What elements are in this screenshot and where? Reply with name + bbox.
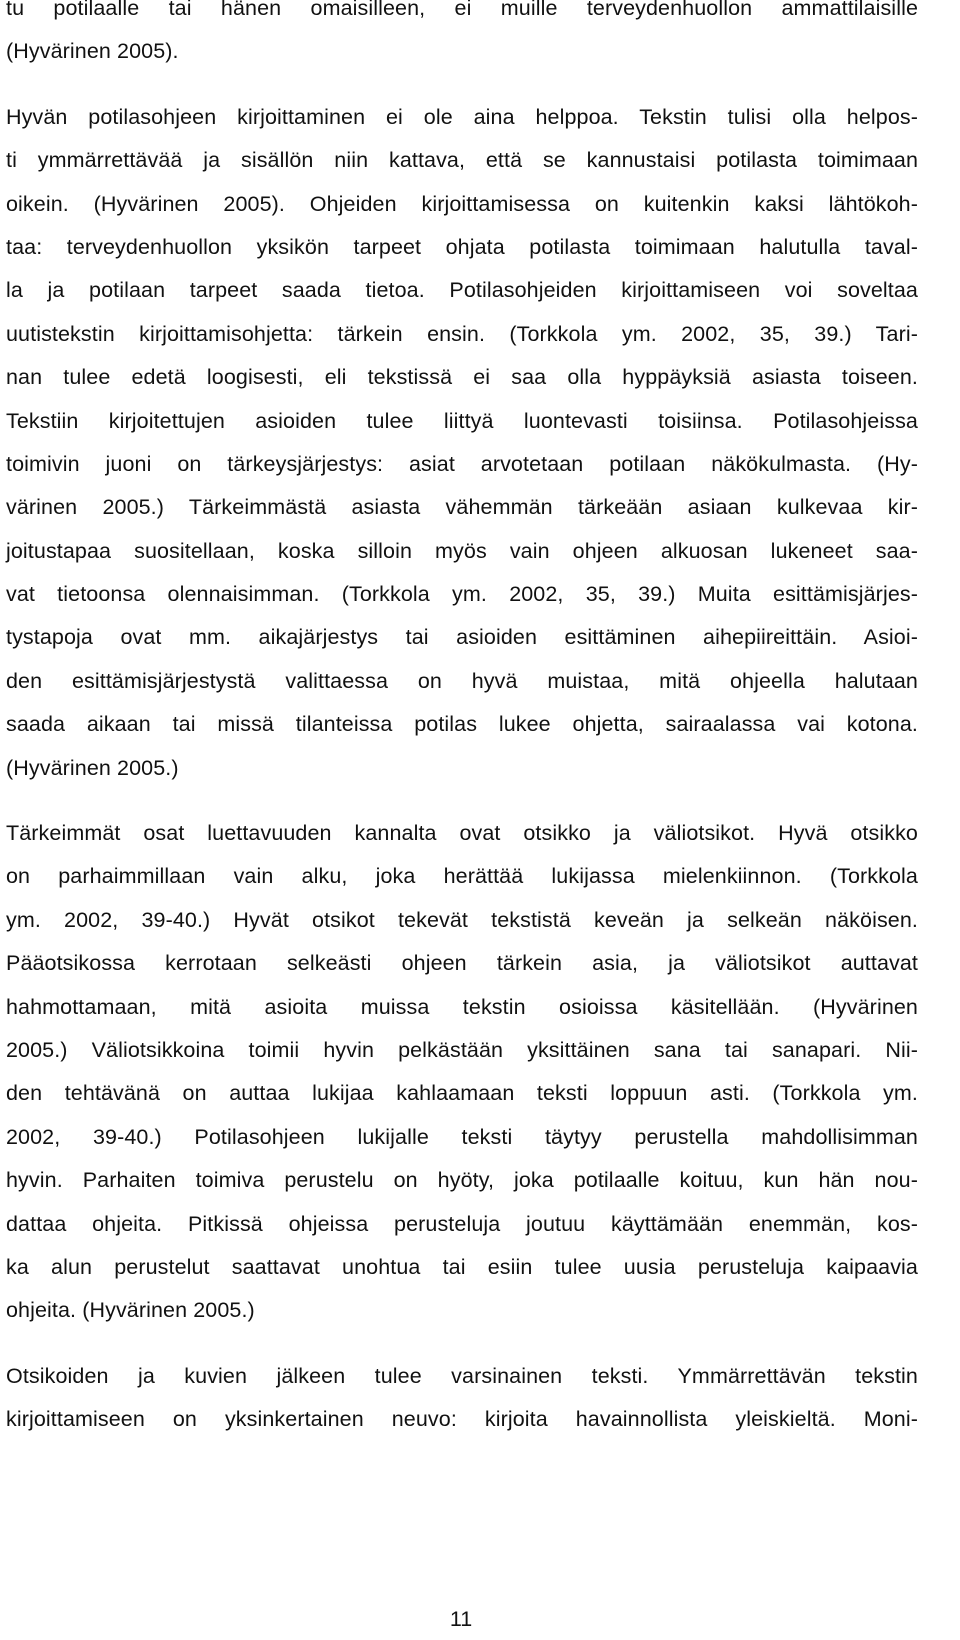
- text-line: toimivin juoni on tärkeysjärjestys: asiat arvotetaan potilaan näkökulmasta. (Hy-: [6, 451, 918, 476]
- document-page: [6, 0, 918, 1442]
- paragraph-2: [6, 96, 918, 790]
- text-line: saada aikaan tai missä tilanteissa potilas lukee ohjetta, sairaalassa vai kotona.: [6, 712, 918, 737]
- text-line: den esittämisjärjestystä valittaessa on hyvä muistaa, mitä ohjeella halutaan: [6, 668, 918, 693]
- text-line: joitustapaa suositellaan, koska silloin myös vain ohjeen alkuosan lukeneet saa-: [6, 538, 918, 563]
- text-line: tystapoja ovat mm. aikajärjestys tai asioiden esittäminen aihepiireittäin. Asioi-: [6, 625, 918, 650]
- text-line: ym. 2002, 39-40.) Hyvät otsikot tekevät tekstistä keveän ja selkeän näköisen.: [6, 907, 918, 932]
- text-line: ka alun perustelut saattavat unohtua tai esiin tulee uusia perusteluja kaipaavia: [6, 1254, 918, 1279]
- text-line: la ja potilaan tarpeet saada tietoa. Potilasohjeiden kirjoittamiseen voi soveltaa: [6, 278, 918, 303]
- text-line: Tärkeimmät osat luettavuuden kannalta ovat otsikko ja väliotsikot. Hyvä otsikko: [6, 821, 918, 846]
- paragraph-1: [6, 0, 918, 74]
- text-line: oikein. (Hyvärinen 2005). Ohjeiden kirjoittamisessa on kuitenkin kaksi lähtökoh-: [6, 191, 918, 216]
- text-line: värinen 2005.) Tärkeimmästä asiasta vähemmän tärkeään asiaan kulkevaa kir-: [6, 495, 918, 520]
- text-line: (Hyvärinen 2005).: [6, 39, 179, 64]
- text-line: kirjoittamiseen on yksinkertainen neuvo: kirjoita havainnollista yleiskieltä. Moni-: [6, 1407, 918, 1432]
- text-line: hyvin. Parhaiten toimiva perustelu on hyöty, joka potilaalle koituu, kun hän nou-: [6, 1168, 918, 1193]
- page-number: 11: [449, 1607, 473, 1631]
- text-line: taa: terveydenhuollon yksikön tarpeet ohjata potilasta toimimaan halutulla taval-: [6, 234, 918, 259]
- text-line: dattaa ohjeita. Pitkissä ohjeissa perusteluja joutuu käyttämään enemmän, kos-: [6, 1211, 918, 1236]
- text-line: hahmottamaan, mitä asioita muissa tekstin osioissa käsitellään. (Hyvärinen: [6, 994, 918, 1019]
- paragraph-gap: [6, 1333, 918, 1355]
- text-line: Otsikoiden ja kuvien jälkeen tulee varsinainen teksti. Ymmärrettävän tekstin: [6, 1363, 918, 1388]
- paragraph-3: [6, 812, 918, 1333]
- paragraph-gap: [6, 790, 918, 812]
- text-line: Pääotsikossa kerrotaan selkeästi ohjeen tärkein asia, ja väliotsikot auttavat: [6, 951, 918, 976]
- text-line: Tekstiin kirjoitettujen asioiden tulee liittyä luontevasti toisiinsa. Potilasohjeissa: [6, 408, 918, 433]
- text-line: uutistekstin kirjoittamisohjetta: tärkein ensin. (Torkkola ym. 2002, 35, 39.) Tari-: [6, 321, 918, 346]
- text-line: vat tietoonsa olennaisimman. (Torkkola ym. 2002, 35, 39.) Muita esittämisjärjes-: [6, 582, 918, 607]
- text-line: den tehtävänä on auttaa lukijaa kahlaamaan teksti loppuun asti. (Torkkola ym.: [6, 1081, 918, 1106]
- text-line: 2005.) Väliotsikkoina toimii hyvin pelkästään yksittäinen sana tai sanapari. Nii-: [6, 1037, 918, 1062]
- text-line: Hyvän potilasohjeen kirjoittaminen ei ole aina helppoa. Tekstin tulisi olla helpos-: [6, 104, 918, 129]
- text-line: 2002, 39-40.) Potilasohjeen lukijalle teksti täytyy perustella mahdollisimman: [6, 1124, 918, 1149]
- paragraph-4: [6, 1355, 918, 1442]
- text-line: on parhaimmillaan vain alku, joka herättää lukijassa mielenkiinnon. (Torkkola: [6, 864, 918, 889]
- text-line: (Hyvärinen 2005.): [6, 755, 179, 780]
- paragraph-gap: [6, 74, 918, 96]
- text-line: ti ymmärrettävää ja sisällön niin kattava, että se kannustaisi potilasta toimimaan: [6, 148, 918, 173]
- text-line: nan tulee edetä loogisesti, eli tekstissä ei saa olla hyppäyksiä asiasta toiseen.: [6, 365, 918, 390]
- text-line: ohjeita. (Hyvärinen 2005.): [6, 1298, 255, 1323]
- text-line: tu potilaalle tai hänen omaisilleen, ei muille terveydenhuollon ammattilaisille: [6, 0, 918, 20]
